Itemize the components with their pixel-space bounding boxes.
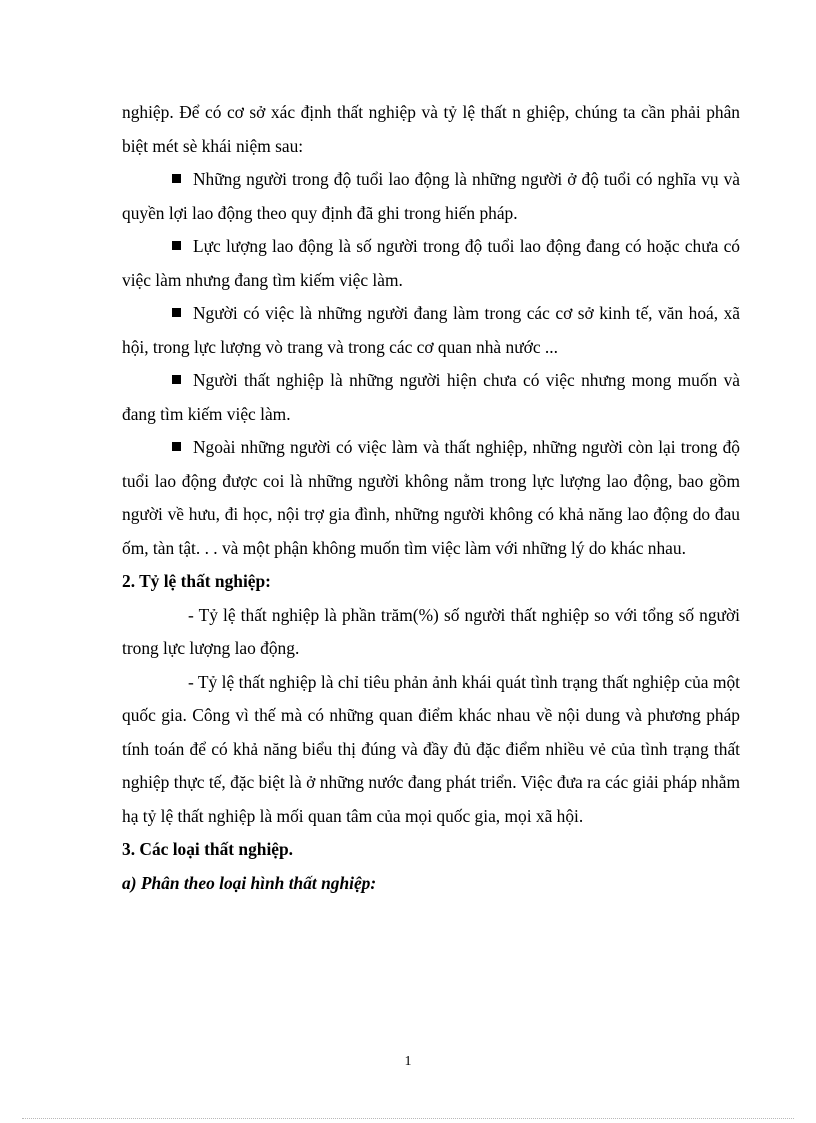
- square-bullet-icon: [172, 174, 181, 183]
- subsection-heading: a) Phân theo loại hình thất nghiệp:: [122, 872, 377, 893]
- section-heading-unemployment-types: 3. Các loại thất nghiệp.: [122, 839, 294, 859]
- intro-paragraph: nghiệp. Để có cơ sở xác định thất nghiệp và tỷ lệ thất n ghiệp, chúng ta cần phải phân biệt mét sè khái niệm sau:: [122, 102, 740, 156]
- square-bullet-icon: [172, 375, 181, 384]
- square-bullet-icon: [172, 308, 181, 317]
- bullet-text: Những người trong độ tuổi lao động là những người ở độ tuổi có nghĩa vụ và quyền lợi lao động theo quy định đã ghi trong hiến pháp.: [122, 169, 740, 223]
- section-heading-unemployment-rate: 2. Tỷ lệ thất nghiệp:: [122, 571, 271, 591]
- bullet-text: Ngoài những người có việc làm và thất nghiệp, những người còn lại trong độ tuổi lao động được coi là những người không nằm trong lực lượng lao động, bao gồm người về hưu, đi học, nội trợ gia đình, những người không có khả năng lao động do đau ốm, tàn tật. . . và một phận không muốn tìm việc làm với những lý do khác nhau.: [122, 437, 740, 558]
- definition-paragraph: - Tỷ lệ thất nghiệp là phần trăm(%) số người thất nghiệp so với tổng số người trong lực lượng lao động.: [122, 604, 740, 658]
- bullet-item: [122, 364, 740, 431]
- bullet-text: Người thất nghiệp là những người hiện chưa có việc nhưng mong muốn và đang tìm kiếm việc làm.: [122, 370, 740, 424]
- bullet-text: Lực lượng lao động là số người trong độ tuổi lao động đang có hoặc chưa có việc làm nhưng đang tìm kiếm việc làm.: [122, 236, 740, 290]
- bullet-item: [122, 431, 740, 565]
- page-number: 1: [404, 1054, 412, 1069]
- square-bullet-icon: [172, 442, 181, 451]
- explanation-paragraph: - Tỷ lệ thất nghiệp là chỉ tiêu phản ảnh khái quát tình trạng thất nghiệp của một quốc gia. Công vì thế mà có những quan điểm khác nhau về nội dung và phương pháp tính toán để có khả năng biểu thị đúng và đầy đủ đặc điểm nhiều vẻ của tình trạng thất nghiệp thực tế, đặc biệt là ở những nước đang phát triển. Việc đưa ra các giải pháp nhằm hạ tỷ lệ thất nghiệp là mối quan tâm của mọi quốc gia, mọi xã hội.: [122, 671, 740, 826]
- bullet-item: [122, 163, 740, 230]
- bullet-item: [122, 230, 740, 297]
- page-bottom-divider: [22, 1118, 794, 1119]
- square-bullet-icon: [172, 241, 181, 250]
- bullet-item: [122, 297, 740, 364]
- bullet-text: Người có việc là những người đang làm trong các cơ sở kinh tế, văn hoá, xã hội, trong lực lượng vò trang và trong các cơ quan nhà nước ...: [122, 303, 740, 357]
- document-body: [122, 96, 740, 900]
